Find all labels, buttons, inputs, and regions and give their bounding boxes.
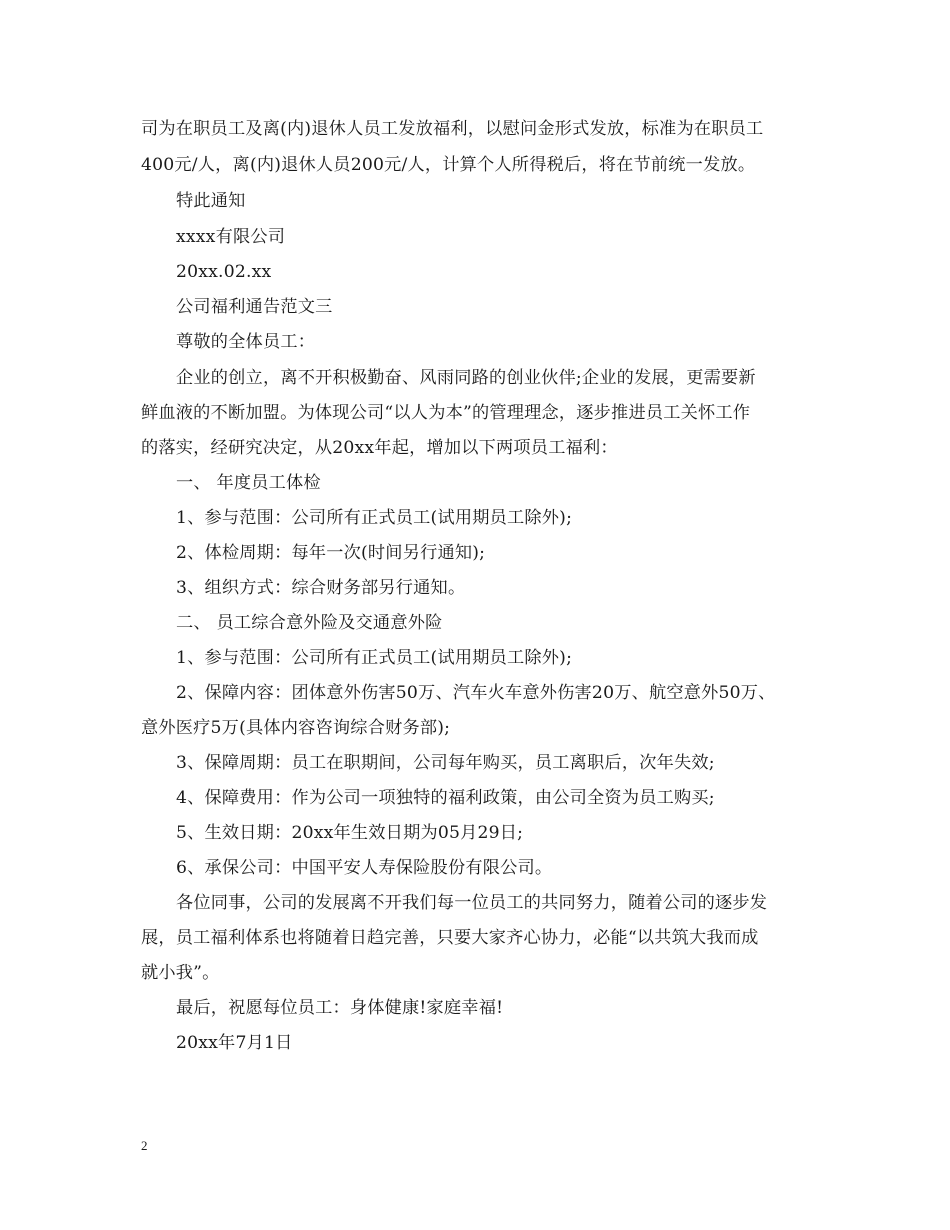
list-item: 4、保障费用：作为公司一项独特的福利政策，由公司全资为员工购买; <box>176 788 715 808</box>
list-item: 5、生效日期：20xx年生效日期为05月29日; <box>176 823 524 843</box>
paragraph-line: 企业的创立，离不开积极勤奋、风雨同路的创业伙伴;企业的发展，更需要新 <box>176 368 756 388</box>
notice-date: 20xx.02.xx <box>176 262 272 282</box>
company-signature: xxxx有限公司 <box>176 227 286 247</box>
paragraph-line: 司为在职员工及离(内)退休人员工发放福利，以慰问金形式发放，标准为在职员工 <box>141 119 764 139</box>
list-item: 2、保障内容：团体意外伤害50万、汽车火车意外伤害20万、航空意外50万、 <box>176 683 776 703</box>
benefit-heading: 二、 员工综合意外险及交通意外险 <box>176 613 443 633</box>
list-item: 3、组织方式：综合财务部另行通知。 <box>176 578 466 598</box>
paragraph-line: 各位同事，公司的发展离不开我们每一位员工的共同努力，随着公司的逐步发 <box>176 893 768 913</box>
salutation: 尊敬的全体员工： <box>176 332 316 352</box>
list-item: 3、保障周期：员工在职期间，公司每年购买，员工离职后，次年失效; <box>176 753 715 773</box>
page-number: 2 <box>141 1138 148 1153</box>
section-title: 公司福利通告范文三 <box>176 297 333 317</box>
list-item: 1、参与范围：公司所有正式员工(试用期员工除外); <box>176 508 573 528</box>
list-item: 1、参与范围：公司所有正式员工(试用期员工除外); <box>176 648 573 668</box>
closing-wish: 最后，祝愿每位员工：身体健康!家庭幸福! <box>176 998 504 1018</box>
list-item: 6、承保公司：中国平安人寿保险股份有限公司。 <box>176 858 553 878</box>
paragraph-line: 展，员工福利体系也将随着日趋完善，只要大家齐心协力，必能“以共筑大我而成 <box>141 928 759 948</box>
paragraph-line: 鲜血液的不断加盟。为体现公司“以人为本”的管理理念，逐步推进员工关怀工作 <box>141 403 751 423</box>
paragraph-line: 就小我”。 <box>141 963 220 983</box>
paragraph-line: 400元/人，离(内)退休人员200元/人，计算个人所得税后，将在节前统一发放。 <box>141 155 756 175</box>
list-item: 2、体检周期：每年一次(时间另行通知); <box>176 543 486 563</box>
benefit-heading: 一、 年度员工体检 <box>176 473 321 493</box>
list-item-continued: 意外医疗5万(具体内容咨询综合财务部); <box>141 718 451 738</box>
closing-notice: 特此通知 <box>176 191 246 211</box>
paragraph-line: 的落实，经研究决定，从20xx年起，增加以下两项员工福利： <box>141 438 618 458</box>
document-date: 20xx年7月1日 <box>176 1033 293 1053</box>
